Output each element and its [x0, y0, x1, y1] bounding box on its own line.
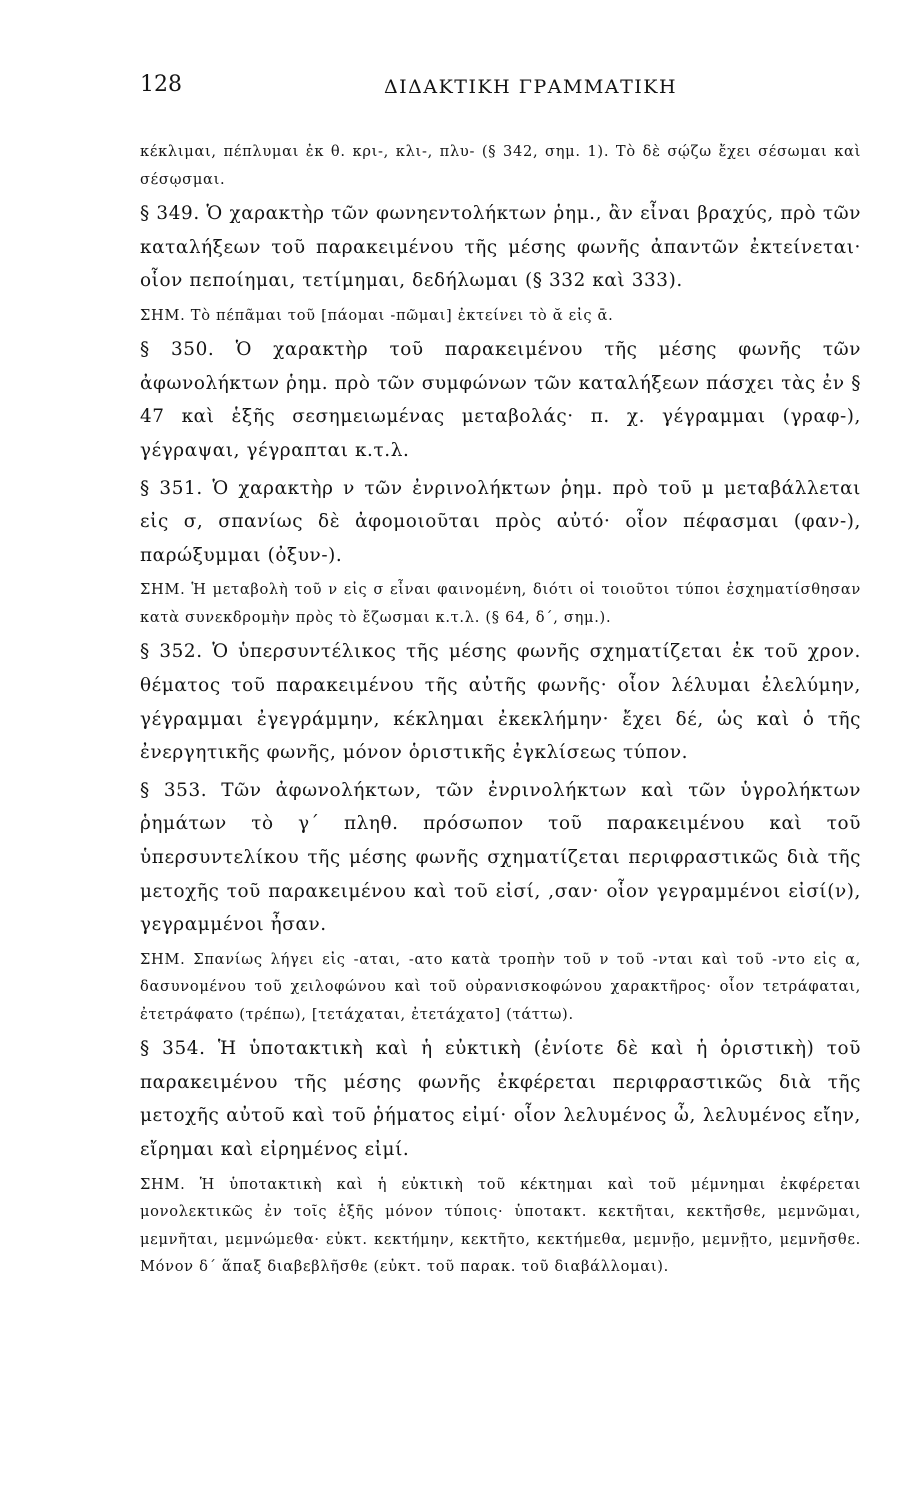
section-350: § 350. Ὁ χαρακτὴρ τοῦ παρακειμένου τῆς μέσης φωνῆς τῶν ἀφωνολήκτων ῥημ. πρὸ τῶν συμφώνων τῶν καταλήξεων πάσχει τὰς ἐν § 47 καὶ ἑξῆς σεσημειωμένας μεταβολάς· π. χ. γέγραμμαι (γραφ-), γέγραψαι, γέγραπται κ.τ.λ. [140, 339, 861, 462]
section-354: § 354. Ἡ ὑποτακτικὴ καὶ ἡ εὐκτικὴ (ἐνίοτε δὲ καὶ ἡ ὁριστικὴ) τοῦ παρακειμένου τῆς μέσης φωνῆς ἐκφέρεται περιφραστικῶς διὰ τῆς μετοχῆς αὐτοῦ καὶ τοῦ ῥήματος εἰμί· οἷον λελυμένος ὦ, λελυμένος εἴην, εἴρημαι καὶ εἰρημένος εἰμί. [140, 1038, 861, 1161]
page-number: 128 [140, 72, 182, 97]
page-header [140, 72, 861, 116]
note-349: ΣΗΜ. Τὸ πέπᾶμαι τοῦ [πάομαι -πῶμαι] ἐκτείνει τὸ ᾰ εἰς ᾱ. [140, 306, 614, 324]
running-title: ΔΙΔΑΚΤΙΚΗ ΓΡΑΜΜΑΤΙΚΗ [383, 76, 678, 98]
section-349: § 349. Ὁ χαρακτὴρ τῶν φωνηεντολήκτων ῥημ., ἂν εἶναι βραχύς, πρὸ τῶν καταλήξεων τοῦ παρακειμένου τῆς μέσης φωνῆς ἀπαντῶν ἐκτείνεται· οἷον πεποίημαι, τετίμημαι, δεδήλωμαι (§ 332 καὶ 333). [140, 203, 861, 292]
section-351: § 351. Ὁ χαρακτὴρ ν τῶν ἐνρινολήκτων ῥημ. πρὸ τοῦ μ μεταβάλλεται εἰς σ, σπανίως δὲ ἀφομοιοῦται πρὸς αὐτό· οἷον πέφασμαι (φαν-), παρώξυμμαι (ὀξυν-). [140, 477, 861, 566]
note-354: ΣΗΜ. Ἡ ὑποτακτικὴ καὶ ἡ εὐκτικὴ τοῦ κέκτημαι καὶ τοῦ μέμνημαι ἐκφέρεται μονολεκτικῶς ἐν τοῖς ἑξῆς μόνον τύποις· ὑποτακτ. κεκτῆται, κεκτῆσθε, μεμνῶμαι, μεμνῆται, μεμνώμεθα· εὐκτ. κεκτήμην, κεκτῆτο, κεκτήμεθα, μεμνῇο, μεμνῇτο, μεμνῆσθε. Μόνον δ΄ ἅπαξ διαβεβλῆσθε (εὐκτ. τοῦ παρακ. τοῦ διαβάλλομαι). [140, 1175, 861, 1276]
note-353: ΣΗΜ. Σπανίως λήγει εἰς -αται, -ατο κατὰ τροπὴν τοῦ ν τοῦ -νται καὶ τοῦ -ντο εἰς α, δασυνομένου τοῦ χειλοφώνου καὶ τοῦ οὐρανισκοφώνου χαρακτῆρος· οἷον τετράφαται, ἐτετράφατο (τρέπω), [τετάχαται, ἐτετάχατο] (τάττω). [140, 950, 861, 1023]
section-353: § 353. Τῶν ἀφωνολήκτων, τῶν ἐνρινολήκτων καὶ τῶν ὑγρολήκτων ῥημάτων τὸ γ΄ πληθ. πρόσωπον τοῦ παρακειμένου καὶ τοῦ ὑπερσυντελίκου τῆς μέσης φωνῆς σχηματίζεται περιφραστικῶς διὰ τῆς μετοχῆς τοῦ παρακειμένου καὶ τοῦ εἰσί, ,σαν· οἷον γεγραμμένοι εἰσί(ν), γεγραμμένοι ἦσαν. [140, 779, 861, 936]
section-352: § 352. Ὁ ὑπερσυντέλικος τῆς μέσης φωνῆς σχηματίζεται ἐκ τοῦ χρον. θέματος τοῦ παρακειμένου τῆς αὐτῆς φωνῆς· οἷον λέλυμαι ἐλελύμην, γέγραμμαι ἐγεγράμμην, κέκλημαι ἐκεκλήμην· ἔχει δέ, ὡς καὶ ὁ τῆς ἐνεργητικῆς φωνῆς, μόνον ὁριστικῆς ἐγκλίσεως τύπον. [140, 641, 861, 764]
paragraph-note-continuation: κέκλιμαι, πέπλυμαι ἐκ θ. κρι-, κλι-, πλυ- (§ 342, σημ. 1). Τὸ δὲ σῴζω ἔχει σέσωμαι καὶ σέσῳσμαι. [140, 143, 861, 188]
note-351: ΣΗΜ. Ἡ μεταβολὴ τοῦ ν εἰς σ εἶναι φαινομένη, διότι οἱ τοιοῦτοι τύποι ἐσχηματίσθησαν κατὰ συνεκδρομὴν πρὸς τὸ ἔζωσμαι κ.τ.λ. (§ 64, δ΄, σημ.). [140, 581, 861, 626]
